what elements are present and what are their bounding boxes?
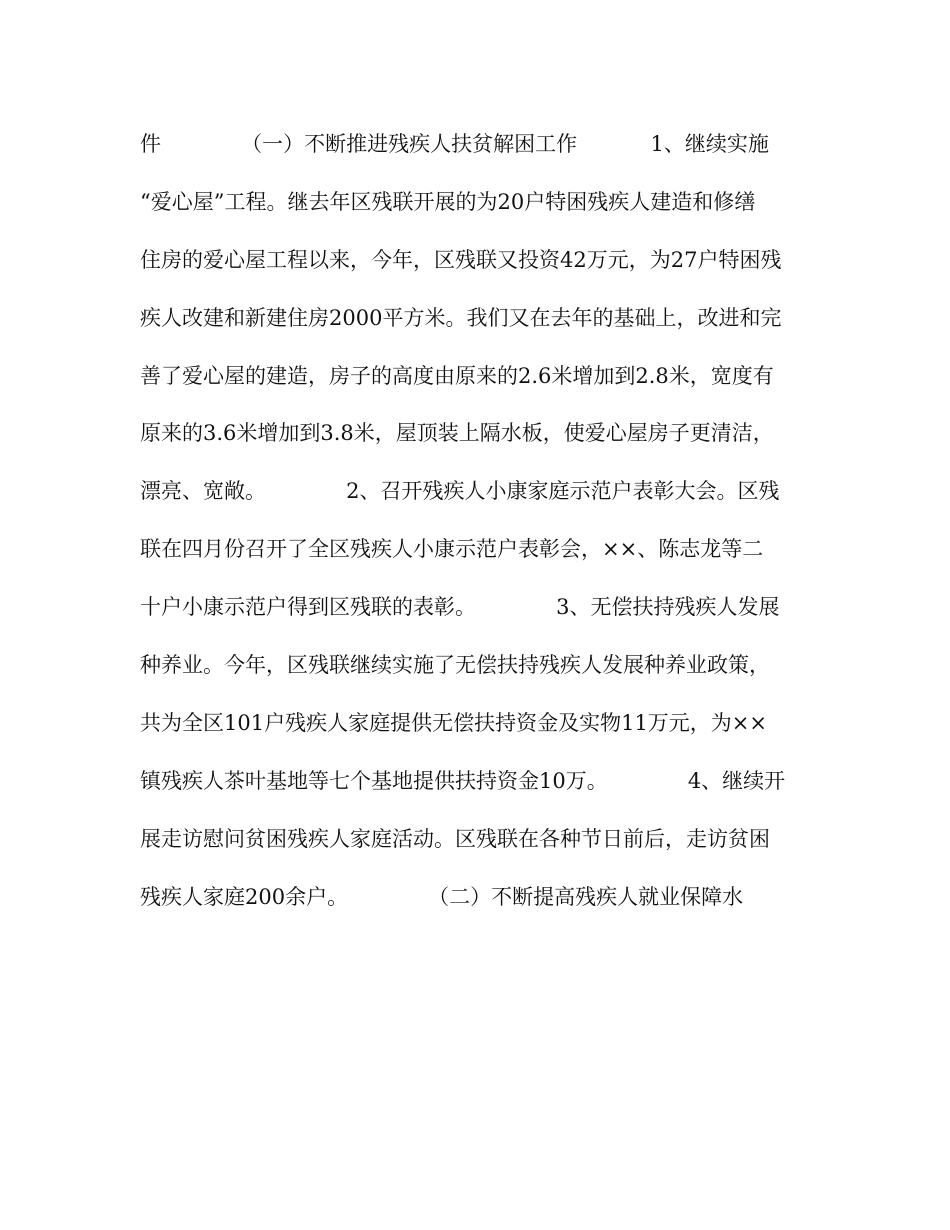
text-line-5: 善了爱心屋的建造，房子的高度由原来的2.6米增加到2.8米，宽度有 bbox=[140, 363, 774, 388]
text-line-13: 展走访慰问贫困残疾人家庭活动。区残联在各种节日前后，走访贫困 bbox=[140, 826, 770, 851]
text-line-9: 十户小康示范户得到区残联的表彰。 3、无偿扶持残疾人发展 bbox=[140, 595, 780, 620]
text-line-3: 住房的爱心屋工程以来，今年，区残联又投资42万元，为27户特困残 bbox=[140, 247, 782, 272]
text-line-7: 漂亮、宽敞。 2、召开残疾人小康家庭示范户表彰大会。区残 bbox=[140, 479, 780, 504]
body-text bbox=[140, 119, 820, 929]
text-line-2: “爱心屋”工程。继去年区残联开展的为20户特困残疾人建造和修缮 bbox=[140, 189, 756, 214]
text-line-10: 种养业。今年，区残联继续实施了无偿扶持残疾人发展种养业政策， bbox=[140, 653, 770, 678]
text-line-1: 件 （一）不断推进残疾人扶贫解困工作 1、继续实施 bbox=[140, 132, 769, 156]
text-line-11: 共为全区101户残疾人家庭提供无偿扶持资金及实物11万元，为×× bbox=[140, 710, 767, 735]
text-line-4: 疾人改建和新建住房2000平方米。我们又在去年的基础上，改进和完 bbox=[140, 305, 782, 330]
text-line-12: 镇残疾人茶叶基地等七个基地提供扶持资金10万。 4、继续开 bbox=[140, 768, 786, 793]
text-line-14: 残疾人家庭200余户。 （二）不断提高残疾人就业保障水 bbox=[140, 884, 744, 909]
text-line-8: 联在四月份召开了全区残疾人小康示范户表彰会，××、陈志龙等二 bbox=[140, 537, 764, 562]
text-line-6: 原来的3.6米增加到3.8米，屋顶装上隔水板，使爱心屋房子更清洁， bbox=[140, 421, 774, 446]
